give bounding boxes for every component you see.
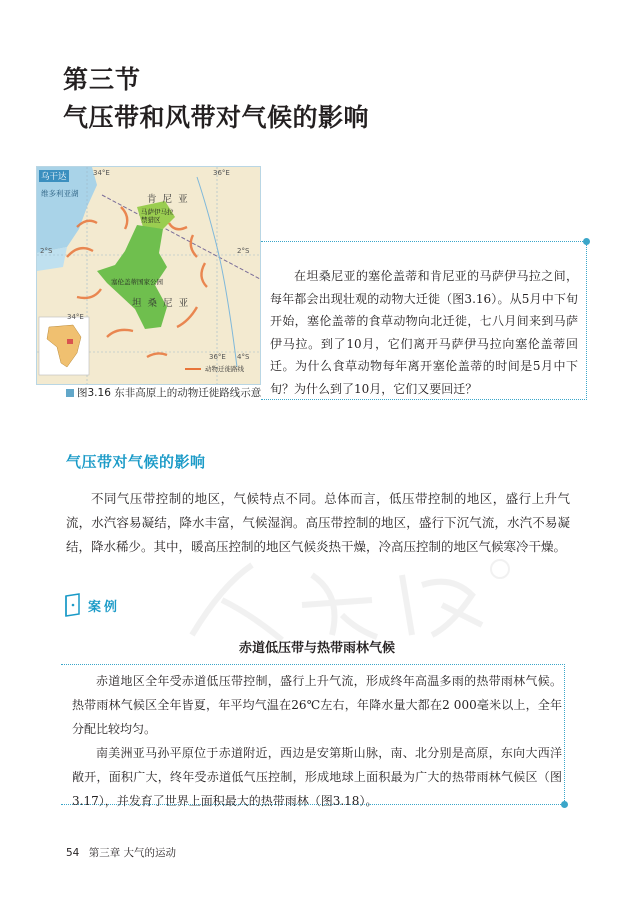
- case-book-icon: [64, 593, 84, 617]
- map-label-kenya: 肯 尼 亚: [147, 194, 188, 205]
- case-label: 案例: [88, 600, 121, 615]
- map-label-4s: 4°S: [237, 353, 250, 361]
- caption-marker: [66, 389, 74, 397]
- map-legend-label: 动物迁徙路线: [205, 365, 244, 373]
- climate-heading: 气压带对气候的影响: [66, 453, 206, 471]
- migration-map: [36, 166, 261, 385]
- chapter-label: 第三章 大气的运动: [88, 847, 177, 859]
- figure-caption-text: 图3.16 东非高原上的动物迁徙路线示意: [77, 387, 262, 399]
- case-paragraph-2: 南美洲亚马孙平原位于赤道附近，西边是安第斯山脉，南、北分别是高原，东向大西洋敞开，面积广大，终年受赤道低气压控制，形成地球上面积最为广大的热带雨林气候区（图3.17），并发育了世界上面积最大的热带雨林（图3.18）。: [72, 746, 562, 808]
- map-label-2s-right: 2°S: [237, 247, 250, 255]
- map-label-36e-bottom: 36°E: [209, 353, 226, 361]
- map-label-masai: 马萨伊马拉 禁猎区: [141, 208, 174, 224]
- map-label-lake: 维多利亚湖: [41, 189, 79, 198]
- case-paragraph-1: 赤道地区全年受赤道低压带控制，盛行上升气流，形成终年高温多雨的热带雨林气候。热带雨林气候区全年皆夏，年平均气温在26℃左右，年降水量大都在2 000毫米以上，全年分配比较均匀。: [72, 674, 562, 736]
- figure-caption: [66, 385, 261, 400]
- page-footer: [66, 845, 176, 860]
- climate-paragraph: 不同气压带控制的地区，气候特点不同。总体而言，低压带控制的地区，盛行上升气流，水汽容易凝结，降水丰富，气候湿润。高压带控制的地区，盛行下沉气流，水汽不易凝结，降水稀少。其中，暖高压控制的地区气候炎热干燥，冷高压控制的地区气候寒冷干燥。: [66, 491, 570, 554]
- case-text: [72, 669, 562, 813]
- map-label-34e: 34°E: [93, 169, 110, 177]
- map-label-2s: 2°S: [40, 247, 53, 255]
- intro-paragraph: 在坦桑尼亚的塞伦盖蒂和肯尼亚的马萨伊马拉之间，每年都会出现壮观的动物大迁徙（图3.16）。从5月中下旬开始，塞伦盖蒂的食草动物向北迁徙，七八月间来到马萨伊马拉。到了10月，它们离开马萨伊马拉向塞伦盖蒂回迁。为什么食草动物每年离开塞伦盖蒂的时间是5月中下旬？为什么到了10月，它们又要回迁？: [270, 269, 578, 396]
- map-label-36e: 36°E: [213, 169, 230, 177]
- section-title: 第三节: [63, 65, 142, 94]
- case-title: 赤道低压带与热带雨林气候: [238, 641, 395, 656]
- page-number: 54: [66, 847, 80, 859]
- map-label-34e-bottom: 34°E: [67, 313, 84, 321]
- map-label-serengeti: 塞伦盖蒂国家公园: [111, 278, 163, 286]
- map-label-uganda: 乌干达: [41, 172, 67, 182]
- map-label-tanzania: 坦 桑 尼 亚: [132, 298, 189, 309]
- publisher-watermark: [182, 555, 512, 649]
- section-subtitle: 气压带和风带对气候的影响: [63, 103, 370, 132]
